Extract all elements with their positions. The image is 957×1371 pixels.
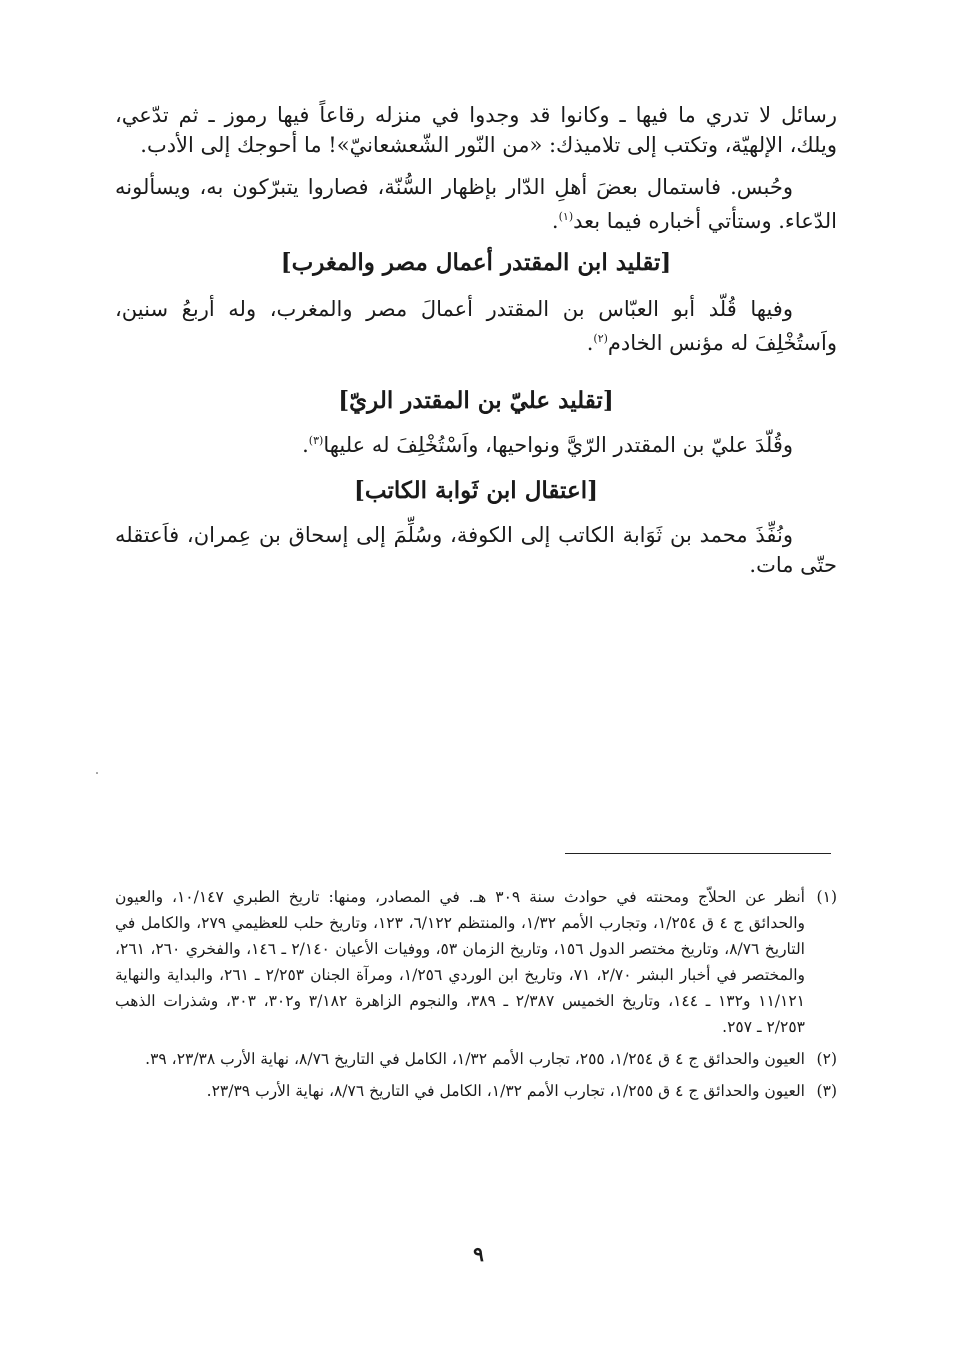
paragraph-4 (115, 426, 837, 460)
paragraph-3-end: . (586, 331, 594, 355)
paragraph-2-end: . (551, 209, 559, 233)
paragraph-5: ونُفِّذَ محمد بن ثَوَابة الكاتب إلى الكوفة، وسُلِّمَ إلى إسحاق بن عِمران، فاَعتقله حتّى مات. (115, 523, 837, 577)
paragraph-2-text: وحُبس. فاستمال بعضَ أهلِ الدّار بإظهار السُّنّة، فصاروا يتبرّكون به، ويسألونه الدّعاء. وستأتي أخباره فيما بعد (115, 175, 837, 233)
footnote-number: (٢) (816, 1050, 837, 1068)
footnote-separator (565, 853, 831, 854)
footnote-ref-1[interactable]: (١) (558, 210, 574, 223)
footnote-text: أنظر عن الحلاّج ومحنته في حوادث سنة ٣٠٩ هـ. في المصادر، ومنها: تاريخ الطبري ١٠/١٤٧، والعيون والحدائق ج ٤ ق ١/٢٥٤، وتجارب الأمم ١/٣٢، والمنتظم ٦/١٢٢، ١٢٣، وتاريخ حلب للعظيمي ٢٧٩، والكامل في التاريخ ٨/٧٦، وتاريخ مختصر الدول ١٥٦، وتاريخ الزمان ٥٣، ووفيات الأعيان ٢/١٤٠ ـ ١٤٦، والفخري ٢٦٠، ٢٦١، والمختصر في أخبار البشر ٢/٧٠، ٧١، وتاريخ ابن الوردي ١/٢٥٦، ومرآة الجنان ٢/٢٥٣ ـ ٢٦١، والبداية والنهاية ١١/١٢١ و١٣٢ ـ ١٤٤، وتاريخ الخميس ٢/٣٨٧ ـ ٣٨٩، والنجوم الزاهرة ٣/١٨٢ و٣٠٢، ٣٠٣، وشذرات الذهب ٢/٢٥٣ ـ ٢٥٧. (115, 888, 805, 1036)
paragraph-2 (115, 172, 837, 236)
footnote-ref-2[interactable]: (٢) (593, 332, 608, 345)
footnote-1 (115, 884, 837, 1040)
paragraph-3 (115, 294, 837, 358)
footnote-2 (115, 1046, 837, 1072)
section-heading-3: [اعتقال ابن ثَوابة الكاتب] (354, 477, 598, 504)
main-text (115, 100, 837, 580)
paragraph-3-text: وفيها قُلّد أبو العبّاس بن المقتدر أعمالَ مصر والمغرب، وله أربعُ سنين، واَستُخْلِفَ له مؤنس الخادم (115, 297, 837, 355)
footnotes (115, 884, 837, 1110)
paragraph-4-text: وقُلّدَ عليّ بن المقتدر الرّيَّ ونواحيها، واَسْتُخْلِفَ له عليها (323, 433, 793, 457)
footnote-number: (١) (816, 888, 837, 906)
footnote-number: (٣) (816, 1082, 837, 1100)
section-heading-2: [تقليد عليّ بن المقتدر الريّ] (338, 387, 614, 414)
footnote-3 (115, 1078, 837, 1104)
paragraph-4-end: . (302, 433, 309, 457)
footnote-text: العيون والحدائق ج ٤ ق ١/٢٥٤، ٢٥٥، تجارب الأمم ١/٣٢، الكامل في التاريخ ٨/٧٦، نهاية الأرب ٢٣/٣٨، ٣٩. (145, 1050, 805, 1068)
paragraph-1: رسائل لا تدري ما فيها ـ وكانوا قد وجدوا في منزله رقاعاً فيها رموز ـ ثم تدّعي، ويلك، الإلهيّة، وتكتب إلى تلاميذك: «من النّور الشّعشعانيّ»! ما أحوجك إلى الأدب. (115, 103, 837, 157)
page-number: ٩ (473, 1242, 484, 1266)
footnote-ref-3[interactable]: (٣) (308, 434, 324, 447)
section-heading-1: [تقليد ابن المقتدر أعمال مصر والمغرب] (280, 249, 672, 276)
footnote-text: العيون والحدائق ج ٤ ق ١/٢٥٥، تجارب الأمم ١/٣٢، الكامل في التاريخ ٨/٧٦، نهاية الأرب ٢٣/٣٩. (206, 1082, 805, 1100)
scan-speck (96, 772, 98, 774)
